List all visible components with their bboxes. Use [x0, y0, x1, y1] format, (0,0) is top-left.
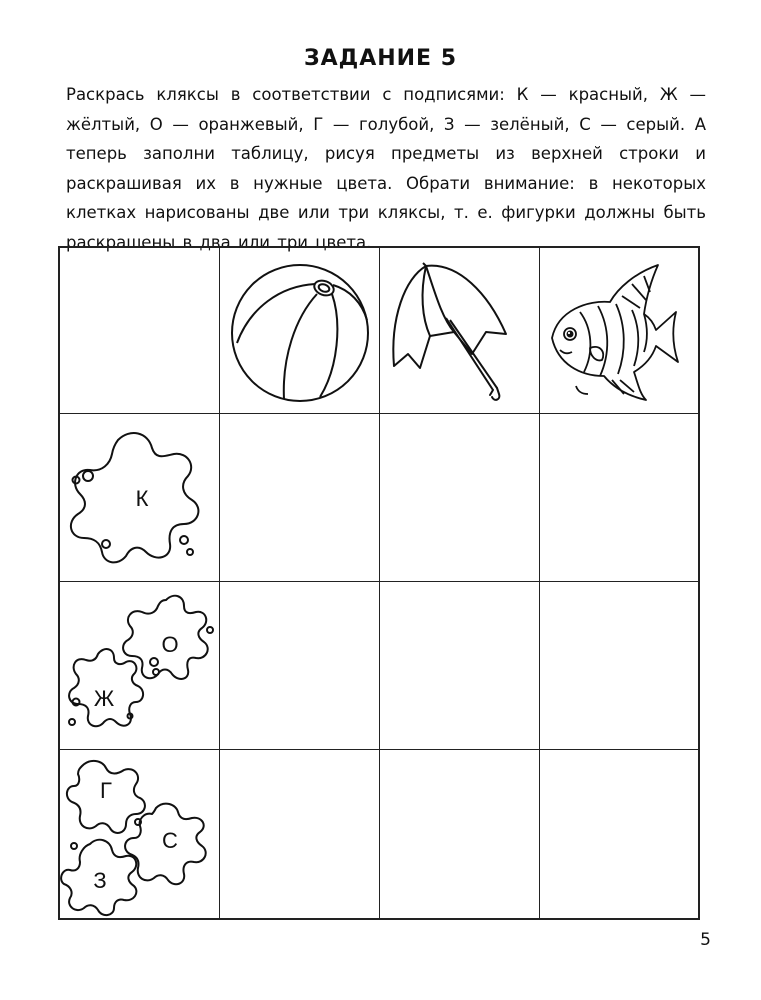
answer-cell-3-2[interactable]	[380, 750, 540, 918]
answer-cell-2-2[interactable]	[380, 582, 540, 750]
answer-cell-1-3[interactable]	[540, 414, 698, 582]
fish-icon	[540, 248, 698, 414]
header-cell-ball	[220, 248, 380, 414]
header-cell-fish	[540, 248, 698, 414]
blob-cell-row-3	[60, 750, 220, 918]
paint-blobs-icon	[60, 582, 220, 750]
blob-label: С	[162, 828, 178, 853]
page-number: 5	[700, 930, 711, 950]
paint-blobs-icon	[60, 750, 220, 918]
blob-label: Г	[100, 778, 112, 803]
beach-ball-icon	[220, 248, 380, 414]
blob-label: О	[161, 632, 179, 657]
header-cell-umbrella	[380, 248, 540, 414]
answer-cell-1-2[interactable]	[380, 414, 540, 582]
blob-label: Ж	[93, 686, 115, 711]
answer-cell-2-3[interactable]	[540, 582, 698, 750]
umbrella-icon	[380, 248, 540, 414]
answer-cell-3-3[interactable]	[540, 750, 698, 918]
blob-cell-row-1	[60, 414, 220, 582]
paint-blob-icon	[60, 414, 220, 582]
blob-label: З	[93, 868, 107, 893]
answer-cell-3-1[interactable]	[220, 750, 380, 918]
task-instructions: Раскрась кляксы в соответствии с подписями: К — красный, Ж — жёлтый, О — оранжевый, Г — голубой, З — зелёный, С — серый. А теперь заполни таблицу, рисуя предметы из верхней строки и раскрашивая их в нужные цвета. Обрати внимание: в некоторых клетках нарисованы две или три кляксы, т. е. фигурки должны быть раскрашены в два или три цвета.	[66, 85, 706, 252]
coloring-table	[58, 246, 700, 920]
table-corner-cell	[60, 248, 220, 414]
answer-cell-2-1[interactable]	[220, 582, 380, 750]
blob-label: К	[135, 486, 149, 511]
answer-cell-1-1[interactable]	[220, 414, 380, 582]
blob-cell-row-2	[60, 582, 220, 750]
task-title: ЗАДАНИЕ 5	[303, 46, 458, 71]
